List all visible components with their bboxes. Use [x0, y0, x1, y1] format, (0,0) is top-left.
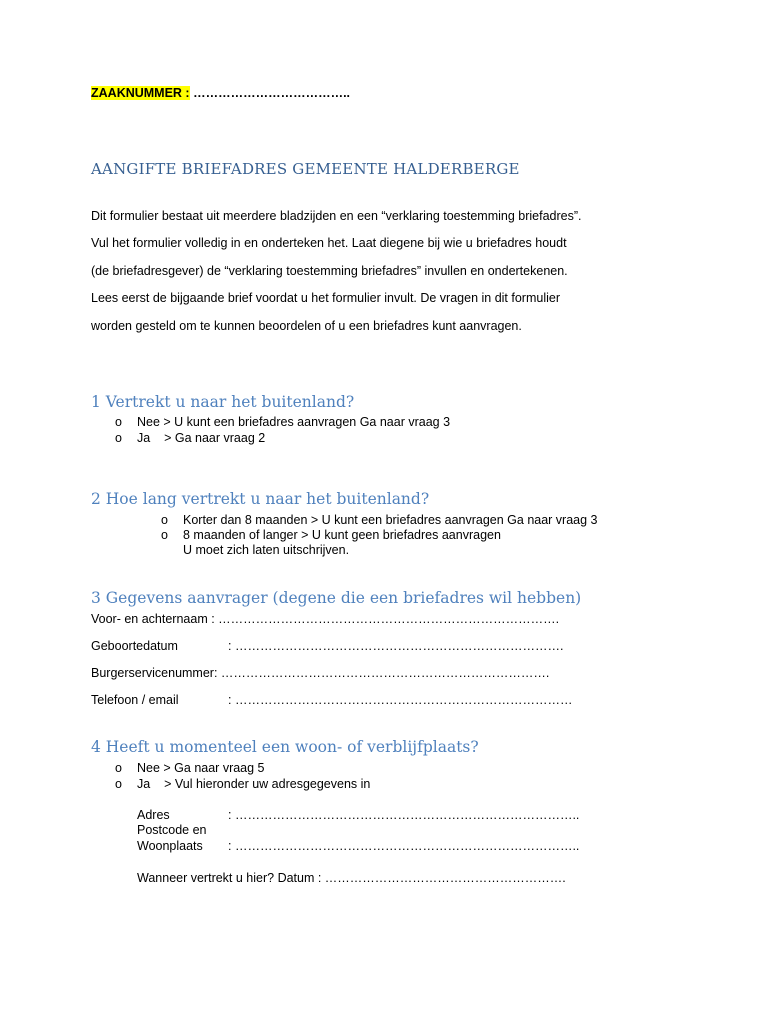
case-number-dots[interactable]: ……………………………….. [189, 86, 351, 100]
question-2-heading: 2 Hoe lang vertrekt u naar het buitenland? [91, 490, 430, 508]
intro-line-3: (de briefadresgever) de “verklaring toestemming briefadres” invullen en ondertekenen. [91, 264, 568, 278]
page-title: AANGIFTE BRIEFADRES GEMEENTE HALDERBERGE [91, 160, 520, 178]
field-label: Adres [137, 808, 170, 822]
field-departure-date[interactable]: Wanneer vertrekt u hier? Datum : …………………………………………………. [137, 871, 566, 885]
question-4-heading: 4 Heeft u momenteel een woon- of verblijfplaats? [91, 738, 479, 756]
option-label: Ja > Ga naar vraag 2 [137, 431, 266, 445]
case-number-line [91, 86, 350, 100]
question-1-option-ja[interactable] [115, 431, 265, 445]
field-name[interactable] [91, 612, 559, 626]
circle-bullet-icon[interactable]: o [115, 777, 122, 791]
field-dots[interactable]: : ……………………………………………………………………… [228, 693, 573, 707]
question-3-heading: 3 Gegevens aanvrager (degene die een briefadres wil hebben) [91, 589, 582, 607]
case-number-label: ZAAKNUMMER : [91, 86, 190, 100]
option-label: Korter dan 8 maanden > U kunt een briefadres aanvragen Ga naar vraag 3 [183, 513, 598, 527]
circle-bullet-icon[interactable]: o [115, 761, 122, 775]
question-2-note: U moet zich laten uitschrijven. [183, 543, 350, 557]
intro-line-1: Dit formulier bestaat uit meerdere bladzijden en een “verklaring toestemming briefadres”. [91, 209, 582, 223]
option-label: 8 maanden of langer > U kunt geen briefadres aanvragen [183, 528, 501, 542]
field-woonplaats[interactable] [137, 839, 579, 853]
field-dots[interactable]: : ……………………………………………………………………….. [228, 808, 580, 822]
field-phone-email[interactable] [91, 693, 572, 707]
field-label: Woonplaats [137, 839, 203, 853]
field-bsn[interactable] [91, 666, 549, 680]
field-adres[interactable] [137, 808, 579, 822]
intro-line-5: worden gesteld om te kunnen beoordelen of u een briefadres kunt aanvragen. [91, 319, 522, 333]
field-label: Telefoon / email [91, 693, 179, 707]
option-label: Nee > Ga naar vraag 5 [137, 761, 265, 775]
question-2-option-langer[interactable] [161, 528, 501, 542]
field-dots[interactable]: : ……………………………………………………………………. [228, 639, 564, 653]
circle-bullet-icon[interactable]: o [161, 513, 168, 527]
question-1-heading: 1 Vertrekt u naar het buitenland? [91, 393, 355, 411]
question-4-option-nee[interactable] [115, 761, 265, 775]
intro-line-4: Lees eerst de bijgaande brief voordat u het formulier invult. De vragen in dit formulier [91, 291, 561, 305]
question-1-option-nee[interactable] [115, 415, 450, 429]
field-dots[interactable]: ……………………………………………………………………. [217, 666, 550, 680]
circle-bullet-icon[interactable]: o [115, 415, 122, 429]
field-dots[interactable]: : ……………………………………………………………………….. [228, 839, 580, 853]
field-label: Voor- en achternaam : [91, 612, 215, 626]
circle-bullet-icon[interactable]: o [161, 528, 168, 542]
question-4-option-ja[interactable] [115, 777, 370, 791]
option-label: Ja > Vul hieronder uw adresgegevens in [137, 777, 371, 791]
question-2-option-korter[interactable] [161, 513, 598, 527]
field-dots[interactable]: ………………………………………………………………………. [214, 612, 560, 626]
field-label: Geboortedatum [91, 639, 178, 653]
circle-bullet-icon[interactable]: o [115, 431, 122, 445]
field-birthdate[interactable] [91, 639, 563, 653]
option-label: Nee > U kunt een briefadres aanvragen Ga naar vraag 3 [137, 415, 451, 429]
field-label: Burgerservicenummer: [91, 666, 218, 680]
field-postcode-label: Postcode en [137, 823, 207, 837]
intro-line-2: Vul het formulier volledig in en onderteken het. Laat diegene bij wie u briefadres houdt [91, 236, 567, 250]
